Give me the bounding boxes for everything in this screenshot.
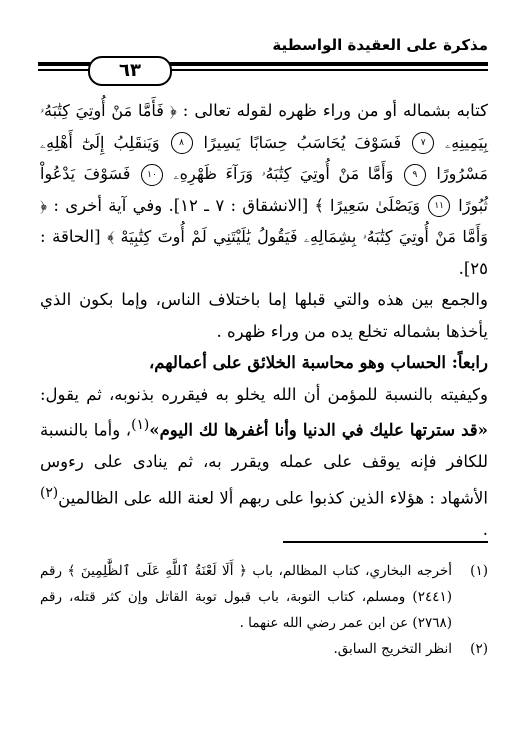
page-number: ٦٣	[88, 56, 172, 86]
verse-segment: ﴿ وَأَمَّا مَنْ أُوتِيَ كِتَٰبَهُۥ بِشِمَالِهِۦ فَيَقُولُ يَٰلَيْتَنِي لَمْ أُوتَ كِتَٰبِيَهْ ﴾	[40, 195, 488, 246]
verse-reference: [الانشقاق : ٧ ـ ١٢]. وفي آية أخرى :	[47, 195, 315, 215]
paragraph-quran-verses	[40, 95, 488, 284]
ayah-number-marker: ١١	[428, 195, 450, 217]
verse-reference: [الحاقة : ٢٥].	[40, 227, 488, 278]
text-segment: ، وأما بالنسبة للكافر فإنه يوقف على عمله ويقرر به، ثم ينادى على رءوس الأشهاد : هؤلاء الذين كذبوا على ربهم ألا لعنة الله على الظالمين	[40, 420, 488, 507]
verse-segment: فَسَوْفَ يُحَاسَبُ حِسَابًا يَسِيرًا	[194, 132, 411, 152]
footnote-text: أخرجه البخاري، كتاب المظالم، باب ﴿ أَلَا لَعْنَةُ ٱللَّهِ عَلَى ٱلظَّٰلِمِينَ ﴾ رقم (٢٤٤١) ومسلم، كتاب التوبة، باب قبول توبة القاتل وإن كثر قتله، رقم (٢٧٦٨) عن ابن عمر رضي الله عنهما .	[40, 563, 452, 631]
main-text	[40, 95, 488, 545]
verse-segment: وَأَمَّا مَنْ أُوتِيَ كِتَٰبَهُۥ وَرَآءَ ظَهْرِهِۦ	[165, 164, 402, 183]
verse-segment: وَيَنقَلِبُ إِلَىٰٓ أَهْلِهِۦ مَسْرُورًا	[40, 132, 488, 183]
verse-segment: وَيَصْلَىٰ سَعِيرًا ﴾	[314, 195, 427, 215]
text-segment: وكيفيته بالنسبة للمؤمن أن الله يخلو به فيقرره بذنوبه، ثم يقول:	[40, 384, 488, 404]
page-header	[38, 32, 488, 81]
text-intro: كتابه بشماله أو من وراء ظهره لقوله تعالى :	[176, 101, 488, 120]
text-segment: .	[482, 519, 488, 539]
footnotes	[40, 558, 488, 662]
ayah-number-marker: ٩	[404, 164, 426, 186]
ayah-number-marker: ١٠	[141, 164, 163, 186]
ayah-number-marker: ٨	[171, 132, 193, 154]
footnote-text: انظر التخريج السابق.	[333, 641, 452, 657]
hadith-quote: «قد سترتها عليك في الدنيا وأنا أغفرها لك اليوم»	[149, 420, 488, 440]
footnote-number: (١)	[470, 563, 488, 579]
paragraph-reconciliation: والجمع بين هذه والتي قبلها إما باختلاف الناس، وإما بكون الذي يأخذها بشماله تخلع يده من وراء ظهره .	[40, 290, 488, 341]
verse-segment: فَسَوْفَ يَدْعُواْ ثُبُورًا	[40, 164, 489, 215]
book-title: مذكرة على العقيدة الواسطية	[272, 36, 488, 54]
section-heading: رابعاً: الحساب وهو محاسبة الخلائق على أعمالهم،	[148, 353, 488, 372]
footnote-ref: (١)	[131, 417, 150, 433]
verse-segment: ﴿ فَأَمَّا مَنْ أُوتِيَ كِتَٰبَهُۥ بِيَمِينِهِۦ	[40, 101, 488, 152]
footnote-separator	[283, 541, 488, 543]
footnote-number: (٢)	[470, 641, 488, 657]
footnote	[40, 636, 488, 662]
paragraph-hisab	[40, 379, 488, 546]
footnote	[40, 558, 488, 636]
ayah-number-marker: ٧	[412, 132, 434, 154]
footnote-ref: (٢)	[40, 484, 59, 501]
